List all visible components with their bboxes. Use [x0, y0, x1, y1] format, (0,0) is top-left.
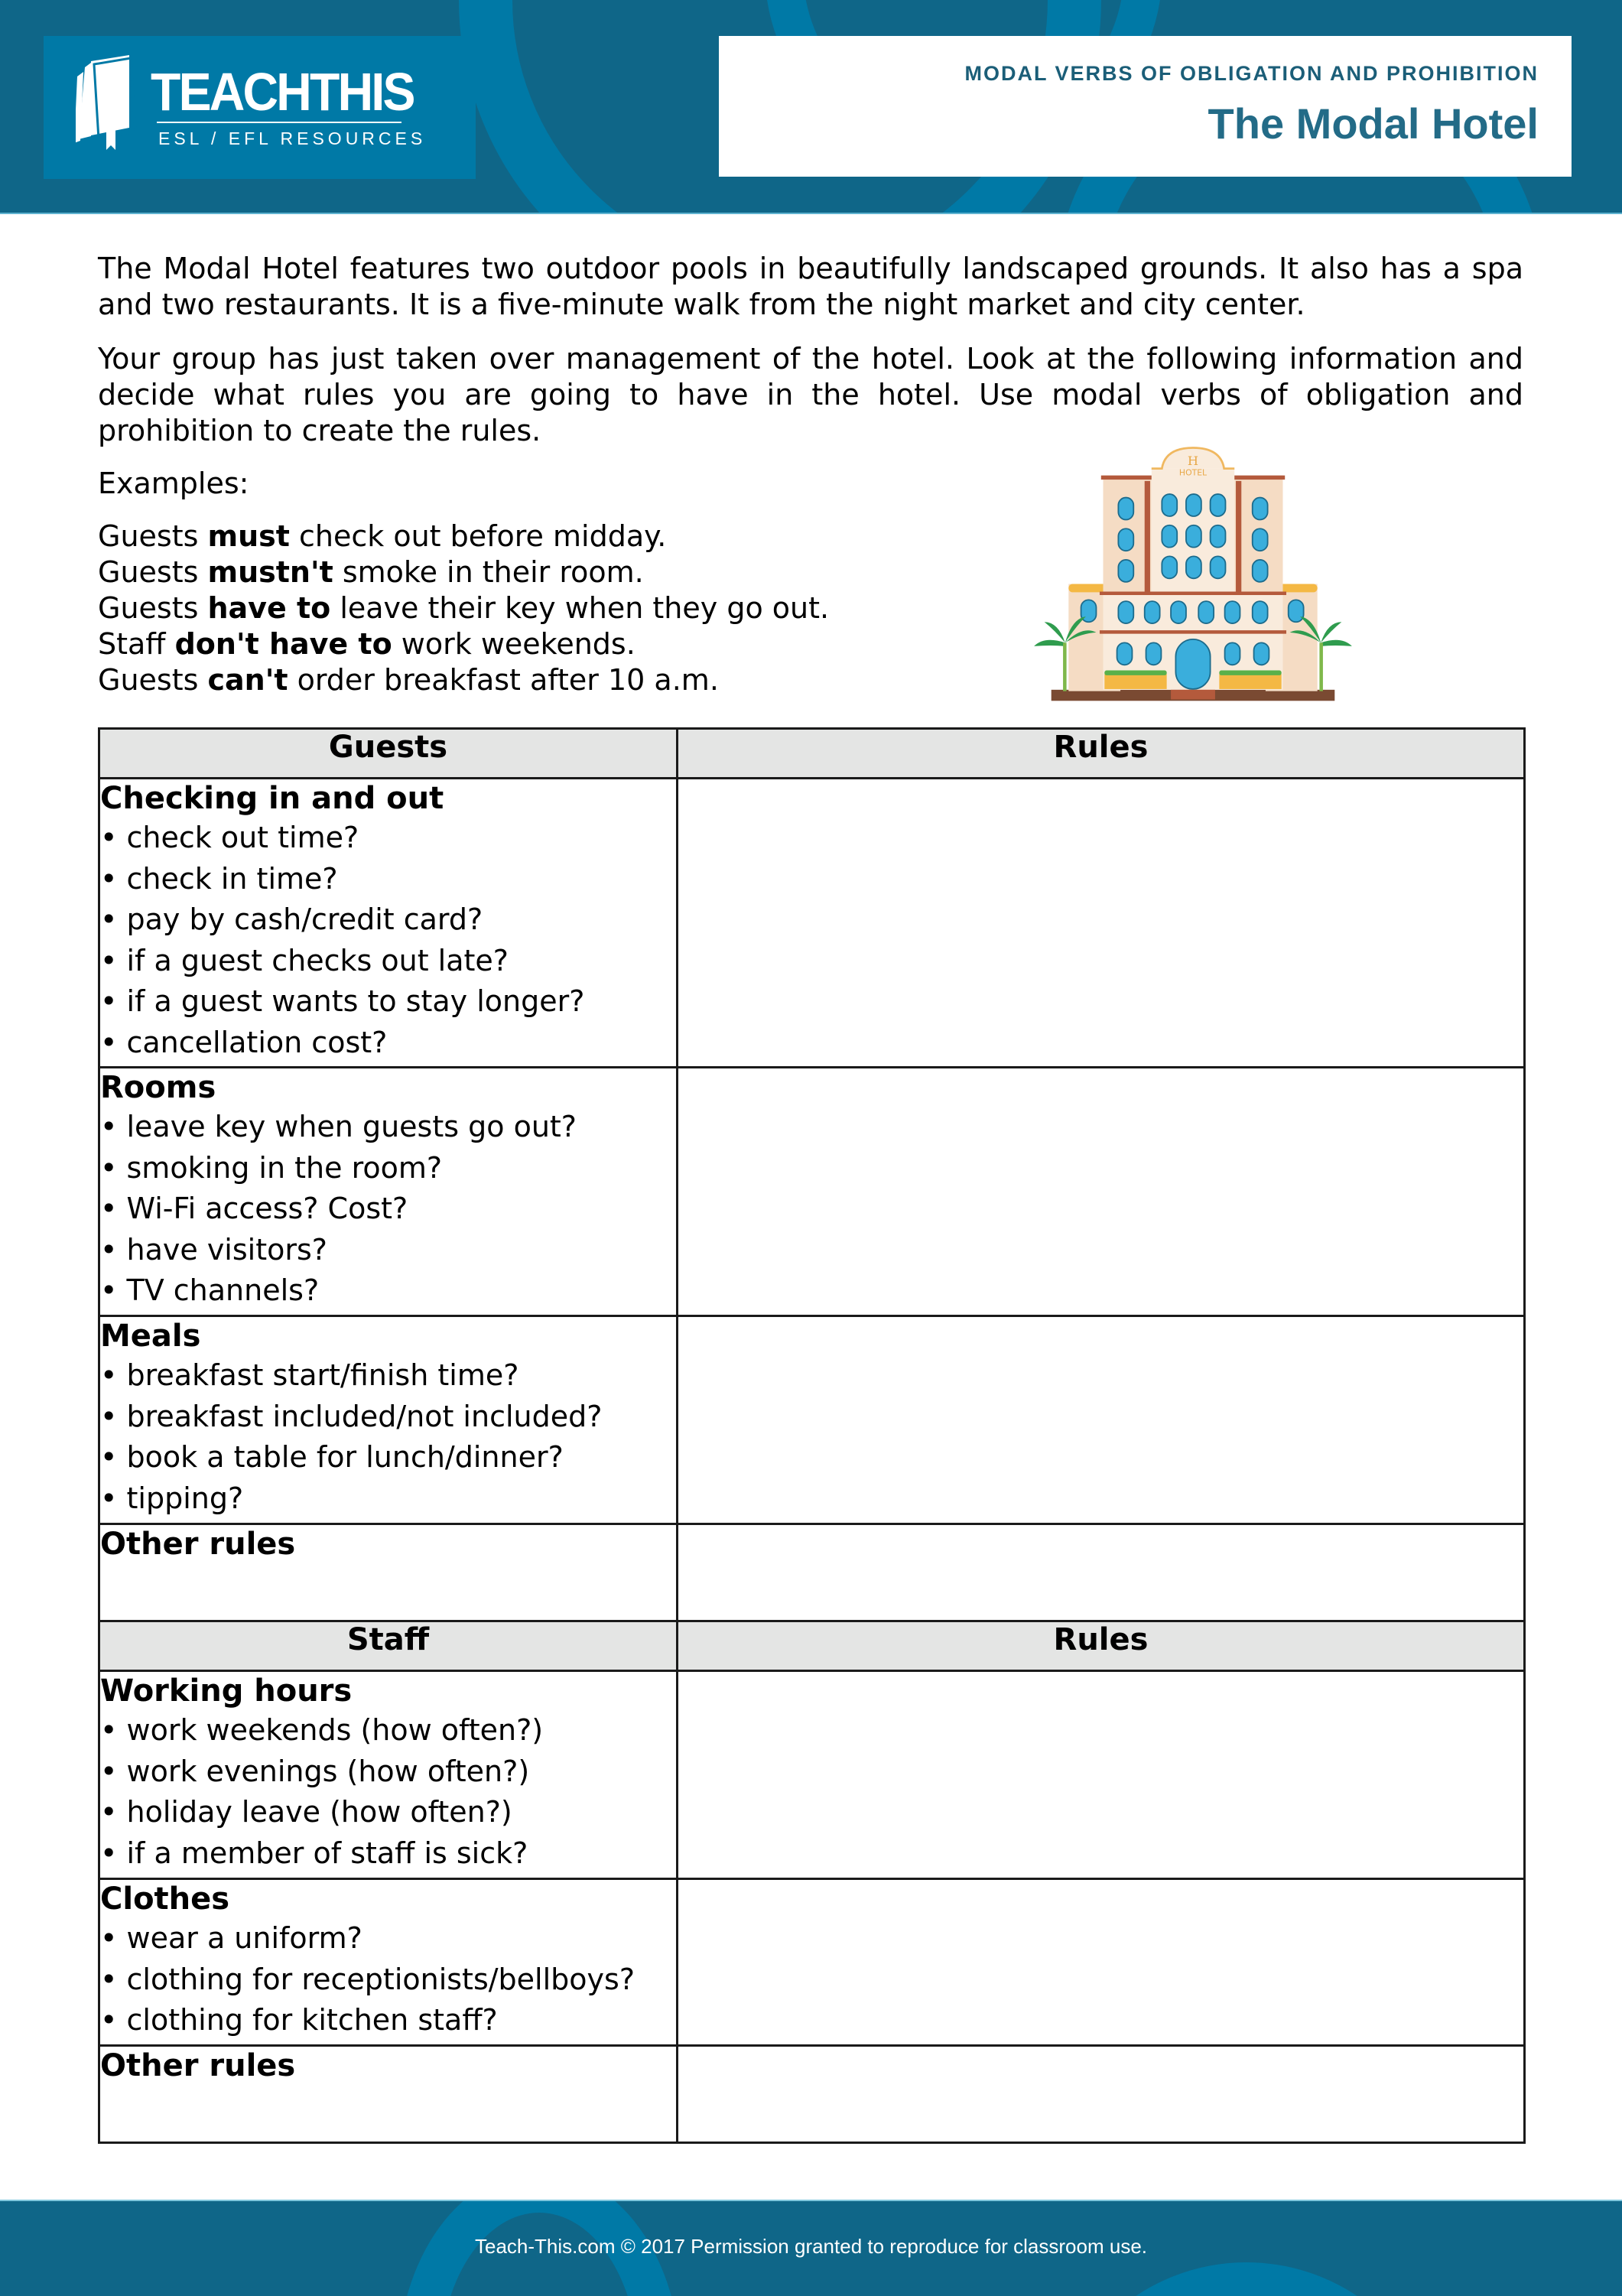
worksheet-topic: MODAL VERBS OF OBLIGATION AND PROHIBITION — [964, 62, 1539, 85]
rules-column-header: Rules — [678, 1621, 1525, 1671]
hotel-building-illustration — [1013, 428, 1373, 719]
logo-divider — [157, 122, 401, 123]
prompt-item: • cancellation cost? — [100, 1023, 676, 1064]
intro-paragraph-2: Your group has just taken over management of the hotel. Look at the following information and decide what rules you are going to have in the hotel. Use modal verbs of obligation and prohibition to create the rules. — [98, 342, 1523, 447]
category-title: Clothes — [100, 1881, 230, 1917]
prompt-item: • work weekends (how often?) — [100, 1710, 676, 1751]
rules-answer-area[interactable] — [678, 1068, 1525, 1316]
example-text: check out before midday. — [289, 519, 667, 553]
guests-column-header: Guests — [99, 729, 678, 779]
copyright-notice: Teach-This.com © 2017 Permission granted to reproduce for classroom use. — [475, 2235, 1147, 2258]
page-title: The Modal Hotel — [1208, 99, 1539, 148]
rules-answer-area[interactable] — [678, 1524, 1525, 1621]
example-modal-verb: can't — [207, 663, 288, 697]
example-text: smoke in their room. — [333, 555, 644, 589]
category-working-hours — [99, 1671, 678, 1879]
example-modal-verb: have to — [207, 591, 331, 625]
page-header — [0, 0, 1622, 214]
example-text: leave their key when they go out. — [330, 591, 830, 625]
prompt-item: • clothing for receptionists/bellboys? — [100, 1959, 676, 2001]
category-other-rules — [99, 1524, 678, 1621]
prompt-item: • book a table for lunch/dinner? — [100, 1437, 676, 1478]
category-title: Rooms — [100, 1070, 216, 1105]
guests-rules-table — [98, 727, 1526, 2144]
prompt-item: • check in time? — [100, 859, 676, 900]
prompt-item: • have visitors? — [100, 1230, 676, 1271]
prompt-item: • holiday leave (how often?) — [100, 1792, 676, 1833]
prompt-item: • clothing for kitchen staff? — [100, 2000, 676, 2041]
example-modal-verb: don't have to — [174, 627, 392, 661]
title-panel — [719, 36, 1572, 177]
category-checking-in-out — [99, 779, 678, 1068]
logo-wordmark: TEACHTHIS — [151, 62, 414, 122]
prompt-item: • breakfast start/finish time? — [100, 1355, 676, 1397]
example-text: Guests — [98, 555, 208, 589]
prompt-item: • check out time? — [100, 818, 676, 859]
example-text: Guests — [98, 519, 208, 553]
book-icon — [76, 55, 145, 151]
staff-column-header: Staff — [99, 1621, 678, 1671]
prompt-item: • leave key when guests go out? — [100, 1107, 676, 1148]
rules-answer-area[interactable] — [678, 1316, 1525, 1524]
category-title: Checking in and out — [100, 781, 444, 816]
hotel-sign-letter: H — [1187, 454, 1199, 469]
prompt-item: • smoking in the room? — [100, 1148, 676, 1189]
category-title: Other rules — [100, 2048, 296, 2083]
prompt-item: • work evenings (how often?) — [100, 1751, 676, 1793]
rules-answer-area[interactable] — [678, 2046, 1525, 2143]
category-rooms — [99, 1068, 678, 1316]
category-title: Meals — [100, 1319, 201, 1354]
examples-label: Examples: — [98, 467, 249, 500]
intro-paragraph-1: The Modal Hotel features two outdoor pools in beautifully landscaped grounds. It also has a spa and two restaurants. It is a five-minute walk from the night market and city center. — [98, 252, 1523, 321]
prompt-item: • if a guest wants to stay longer? — [100, 981, 676, 1023]
example-text: Guests — [98, 663, 208, 697]
prompt-item: • Wi-Fi access? Cost? — [100, 1189, 676, 1230]
prompt-item: • tipping? — [100, 1478, 676, 1520]
category-title: Working hours — [100, 1673, 353, 1709]
example-modal-verb: mustn't — [207, 555, 333, 589]
example-text: Guests — [98, 591, 208, 625]
rules-answer-area[interactable] — [678, 1879, 1525, 2046]
page-footer — [0, 2200, 1622, 2296]
prompt-item: • pay by cash/credit card? — [100, 899, 676, 941]
example-text: work weekends. — [392, 627, 635, 661]
decorative-swirl — [1048, 2262, 1445, 2296]
prompt-item: • if a member of staff is sick? — [100, 1833, 676, 1875]
hotel-sign-text: HOTEL — [1178, 467, 1208, 478]
teachthis-logo[interactable] — [44, 36, 476, 179]
category-clothes — [99, 1879, 678, 2046]
rules-answer-area[interactable] — [678, 1671, 1525, 1879]
prompt-item: • TV channels? — [100, 1270, 676, 1312]
category-meals — [99, 1316, 678, 1524]
rules-column-header: Rules — [678, 729, 1525, 779]
category-other-rules — [99, 2046, 678, 2143]
example-text: Staff — [98, 627, 175, 661]
prompt-item: • breakfast included/not included? — [100, 1397, 676, 1438]
example-text: order breakfast after 10 a.m. — [288, 663, 719, 697]
logo-tagline: ESL / EFL RESOURCES — [158, 128, 427, 148]
prompt-item: • if a guest checks out late? — [100, 941, 676, 982]
rules-answer-area[interactable] — [678, 779, 1525, 1068]
example-modal-verb: must — [207, 519, 290, 553]
category-title: Other rules — [100, 1527, 296, 1562]
prompt-item: • wear a uniform? — [100, 1918, 676, 1959]
